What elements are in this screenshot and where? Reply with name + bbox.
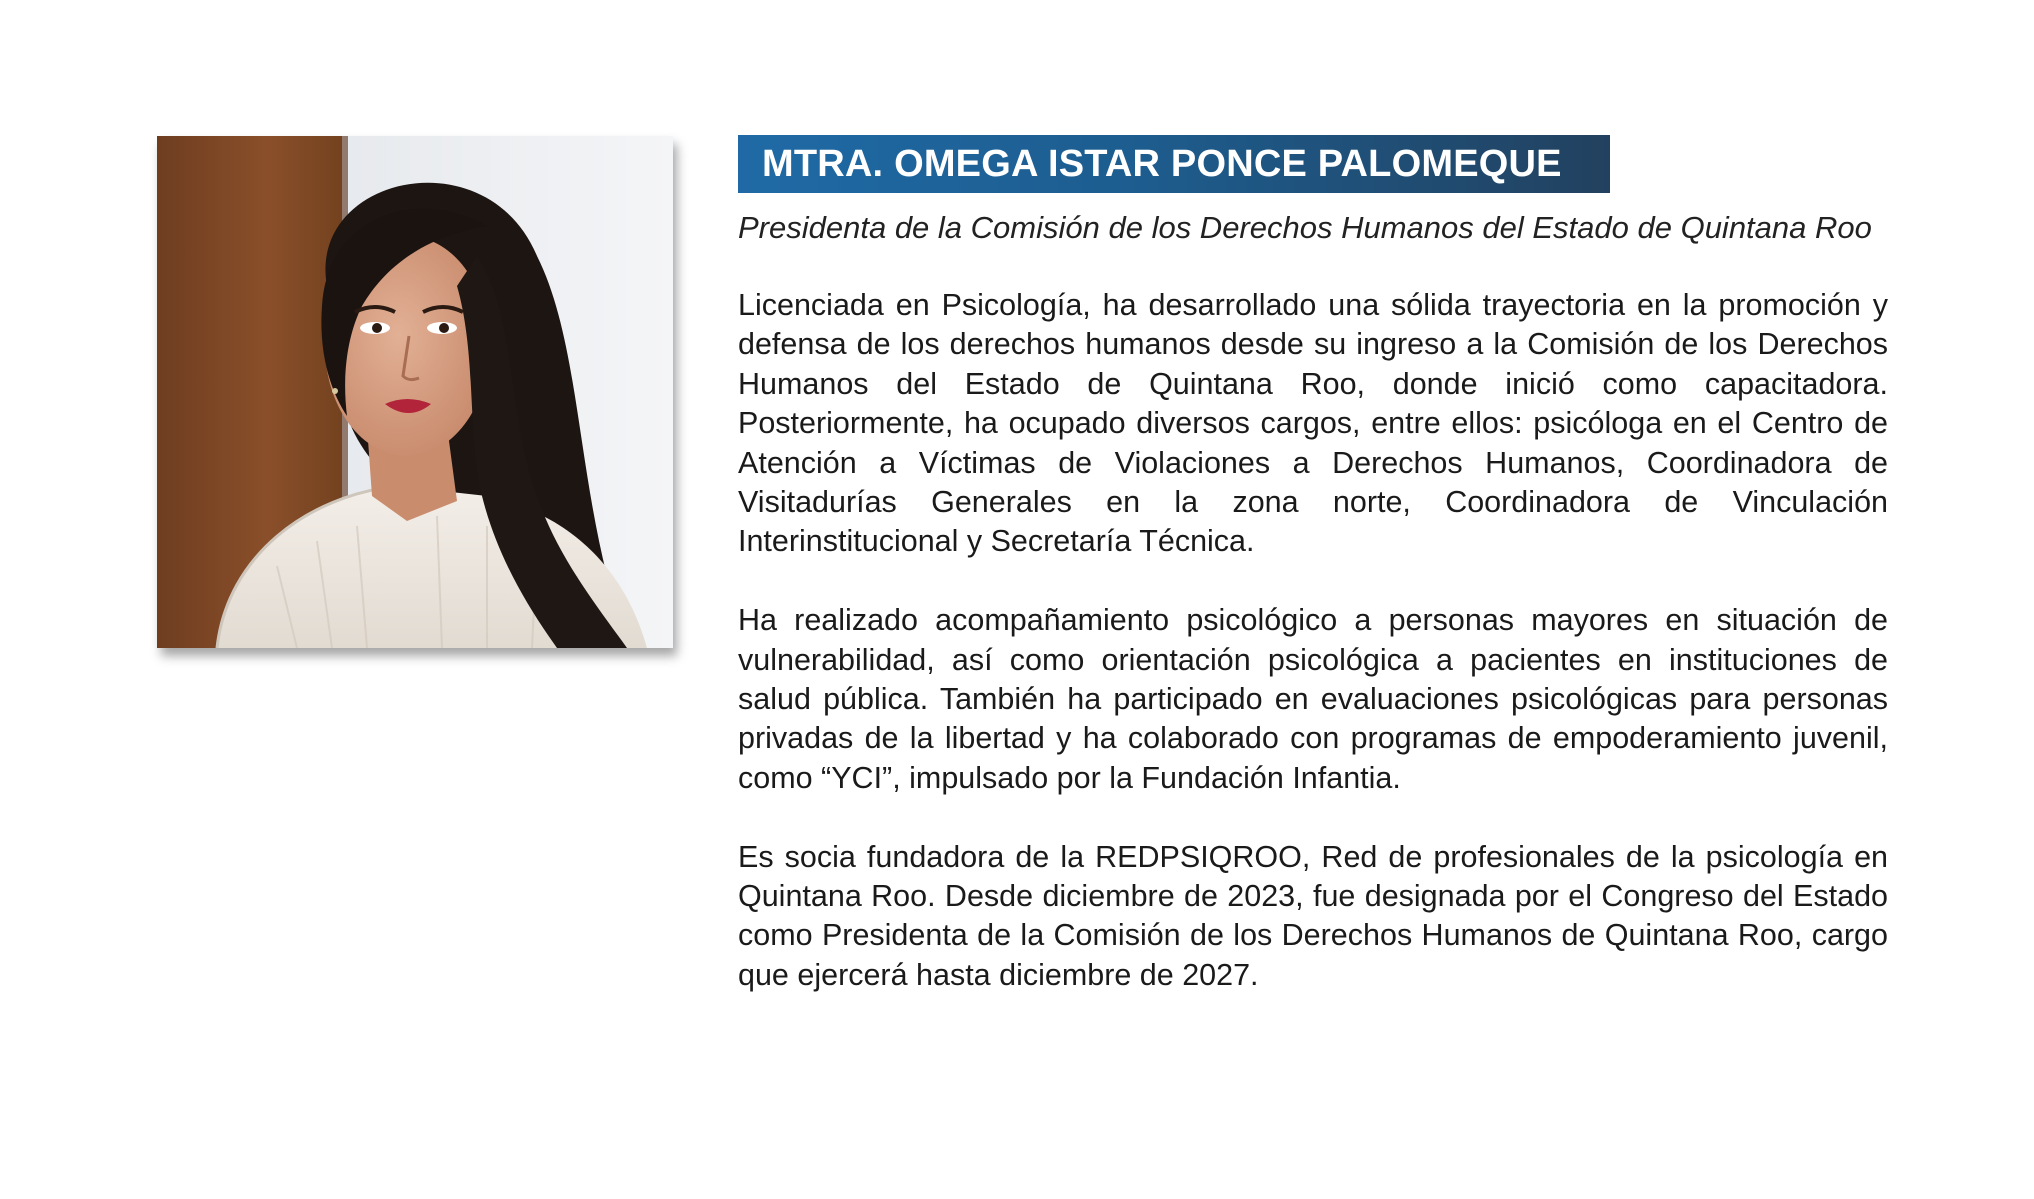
bio-section [738,135,1888,995]
bio-paragraph-3: Es socia fundadora de la REDPSIQROO, Red de profesionales de la psicología en Quintana Roo. Desde diciembre de 2023, fue designada por el Congreso del Estado como Presidenta de la Comisión de los Derechos Humanos de Quintana Roo, cargo que ejercerá hasta diciembre de 2027. [738,839,1888,992]
name-heading: MTRA. OMEGA ISTAR PONCE PALOMEQUE [738,135,1610,193]
profile-photo [157,136,673,648]
bio-body [738,286,1888,995]
role-subtitle: Presidenta de la Comisión de los Derechos Humanos del Estado de Quintana Roo [738,210,1872,245]
bio-paragraph-2: Ha realizado acompañamiento psicológico a personas mayores en situación de vulnerabilidad, así como orientación psicológica a pacientes en instituciones de salud pública. También ha participado en evaluaciones psicológicas para personas privadas de la libertad y ha colaborado con programas de empoderamiento juvenil, como “YCI”, impulsado por la Fundación Infantia. [738,603,1888,795]
portrait-image [157,136,673,648]
bio-paragraph-1: Licenciada en Psicología, ha desarrollado una sólida trayectoria en la promoción y defensa de los derechos humanos desde su ingreso a la Comisión de los Derechos Humanos del Estado de Quintana Roo, donde inició como capacitadora. Posteriormente, ha ocupado diversos cargos, entre ellos: psicóloga en el Centro de Atención a Víctimas de Violaciones a Derechos Humanos, Coordinadora de Visitadurías Generales en la zona norte, Coordinadora de Vinculación Interinstitucional y Secretaría Técnica. [738,288,1888,559]
